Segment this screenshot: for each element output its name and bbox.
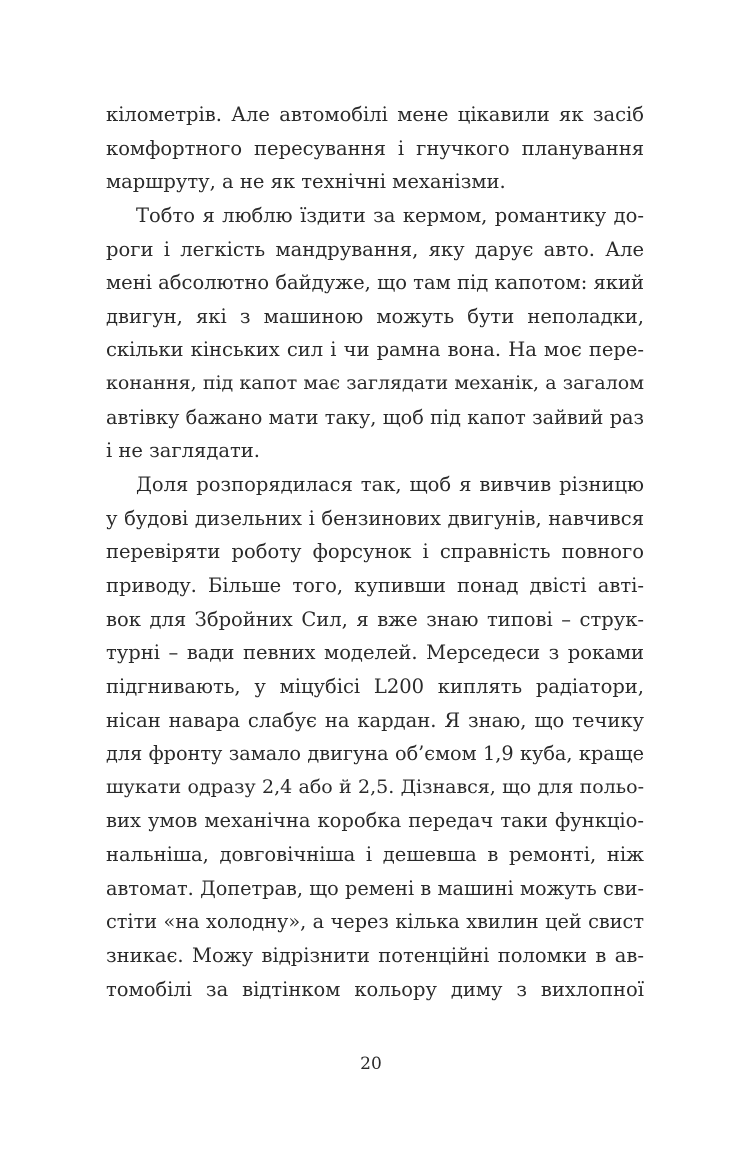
text-line: зникає. Можу відрізнити потенційні поломки в ав- bbox=[106, 944, 644, 968]
text-line: Тобто я люблю їздити за кермом, романтику до- bbox=[136, 203, 644, 227]
text-line: шукати одразу 2,4 або й 2,5. Дізнався, що для польо- bbox=[106, 775, 644, 798]
text-line: томобілі за відтінком кольору диму з вихлопної bbox=[106, 977, 644, 1001]
text-line: стіти «на холодну», а через кілька хвилин цей свист bbox=[106, 910, 644, 934]
text-line: скільки кінських сил і чи рамна вона. На моє пере- bbox=[106, 338, 644, 362]
text-line: підгнивають, у міцубісі L200 киплять радіатори, bbox=[106, 674, 644, 698]
text-line: приводу. Більше того, купивши понад двісті авті- bbox=[106, 573, 644, 597]
text-line: комфортного пересування і гнучкого планування bbox=[106, 136, 644, 160]
text-line: двигун, які з машиною можуть бути неполадки, bbox=[106, 304, 644, 328]
text-line: вок для Збройних Сил, я вже знаю типові – струк- bbox=[106, 607, 644, 631]
text-line: конання, під капот має заглядати механік, а загалом bbox=[106, 372, 644, 395]
text-line: нісан навара слабує на кардан. Я знаю, що течику bbox=[106, 708, 644, 732]
text-line: мені абсолютно байдуже, що там під капотом: який bbox=[106, 271, 644, 295]
text-line: Доля розпорядилася так, щоб я вивчив різницю bbox=[136, 473, 644, 497]
text-line: нальніша, довговічніша і дешевша в ремонті, ніж bbox=[106, 843, 644, 867]
text-line: автівку бажано мати таку, щоб під капот зайвий раз bbox=[106, 405, 644, 429]
text-line: для фронту замало двигуна об’ємом 1,9 куба, краще bbox=[106, 742, 644, 766]
text-line: у будові дизельних і бензинових двигунів, навчився bbox=[106, 506, 644, 530]
text-line: і не заглядати. bbox=[106, 439, 260, 463]
page-text bbox=[106, 98, 644, 1006]
text-line: роги і легкість мандрування, яку дарує авто. Але bbox=[106, 237, 644, 261]
page-number: 20 bbox=[360, 1054, 382, 1074]
text-line: кілометрів. Але автомобілі мене цікавили як засіб bbox=[106, 103, 644, 126]
text-line: маршруту, а не як технічні механізми. bbox=[106, 170, 506, 194]
text-line: автомат. Допетрав, що ремені в машині можуть сви- bbox=[106, 876, 644, 900]
text-line: турні – вади певних моделей. Мерседеси з роками bbox=[106, 641, 644, 665]
text-line: вих умов механічна коробка передач таки функціо- bbox=[106, 809, 644, 833]
text-line: перевіряти роботу форсунок і справність повного bbox=[106, 540, 644, 564]
